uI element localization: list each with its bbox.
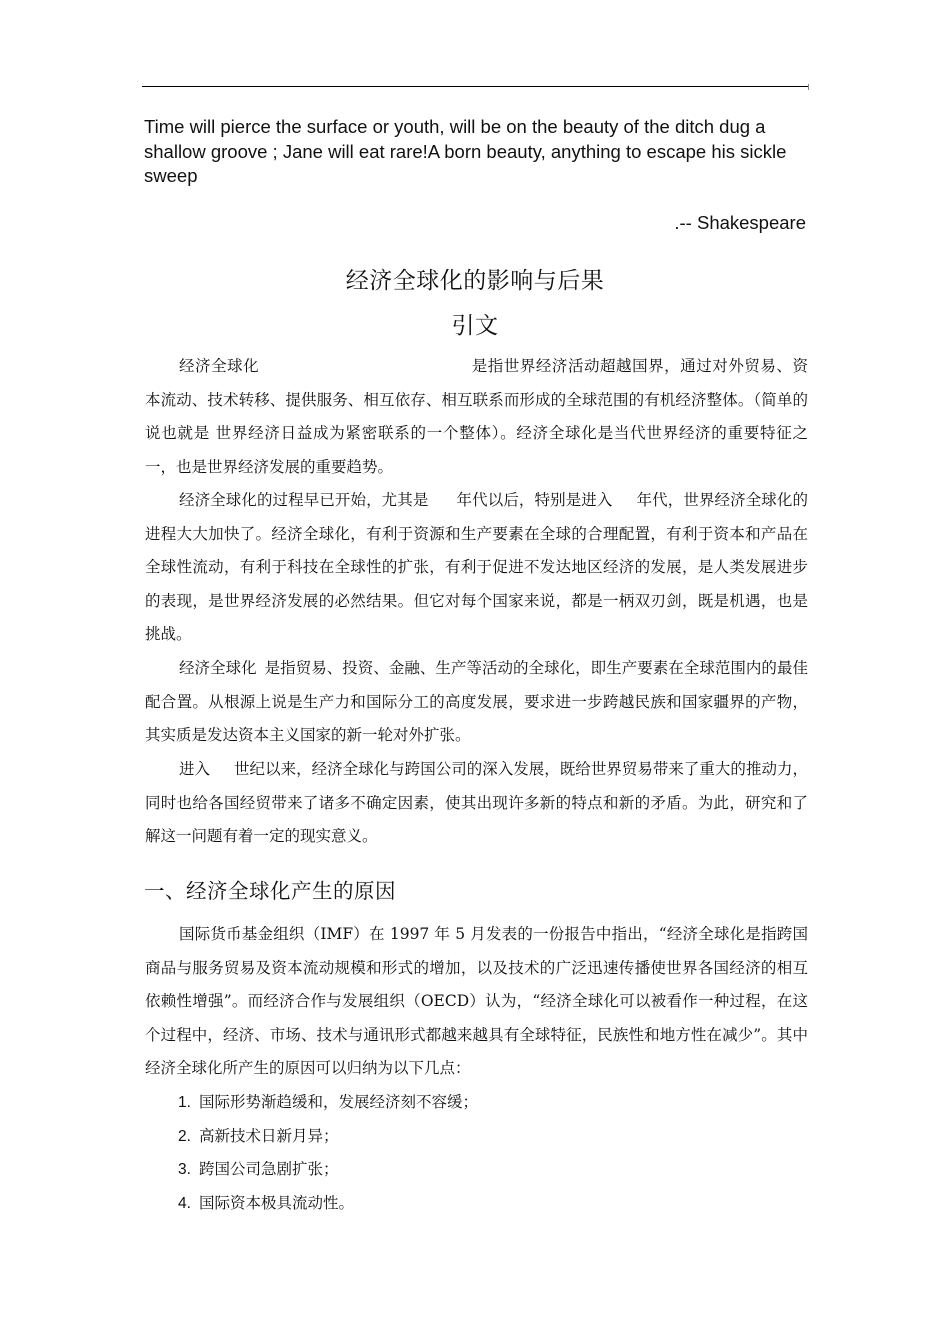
section-subtitle: 引文 [451,313,499,339]
p4-part-b: 世纪以来，经济全球化与跨国公司的深入发展，既给世界贸易带来了重大的推动力，同时也给各国经贸带来了诸多不确定因素，使其出现许多新的特点和新的矛盾。为此，研究和了解这一问题有着一定的现实意义。 [145,760,808,845]
epigraph-attribution: .-- Shakespeare [674,212,806,233]
p2-part-a: 经济全球化的过程早已开始，尤其是 [179,491,429,509]
page-title: 经济全球化的影响与后果 [345,268,605,294]
p2-part-c: 年代，世界经济全球化的进程大大加快了。经济全球化，有利于资源和生产要素在全球的合理配置，有利于资本和产品在全球性流动，有利于科技在全球性的扩张，有利于促进不发达地区经济的发展，是人类发展进步的表现，是世界经济发展的必然结果。但它对每个国家来说，都是一柄双刃剑，既是机遇，也是挑战。 [145,491,808,643]
section-1-heading: 一、经济全球化产生的原因 [144,879,396,903]
list-item-text: 高新技术日新月异； [198,1126,339,1145]
list-item-text: 国际资本极具流动性。 [198,1193,354,1212]
intro-paragraph-4 [145,753,808,854]
p3-part-a: 经济全球化 [179,659,257,677]
list-item-number: 4. [178,1194,191,1212]
p3-part-b: 是指贸易、投资、金融、生产等活动的全球化，即生产要素在全球范围内的最佳配合置。从根源上说是生产力和国际分工的高度发展，要求进一步跨越民族和国家疆界的产物，其实质是发达资本主义国家的新一轮对外扩张。 [145,659,808,744]
intro-paragraph-1 [145,350,808,484]
list-item [178,1187,478,1221]
intro-paragraph-2 [145,484,808,652]
p1-part-b: 是指世界经济活动超越国界，通过对外贸易、资本流动、技术转移、提供服务、相互依存、相互联系而形成的全球范围的有机经济整体。（简单的说也就是 世界经济日益成为紧密联系的一个整体）。经济全球化是当代世界经济的重要特征之一，也是世界经济发展的重要趋势。 [145,357,808,476]
header-rule [142,86,809,87]
list-item-number: 1. [178,1094,191,1111]
epigraph-quote: Time will pierce the surface or youth, will be on the beauty of the ditch dug a shallow groove ; Jane will eat rare!A born beauty, anything to escape his sickle sweep [144,116,787,186]
header-rule-tick [808,84,809,90]
list-item [178,1086,478,1120]
list-item [178,1120,478,1154]
list-item-text: 国际形势渐趋缓和，发展经济刻不容缓； [198,1093,478,1111]
p1-part-a: 经济全球化 [179,357,260,375]
section-1-paragraph: 国际货币基金组织（IMF）在 1997 年 5 月发表的一份报告中指出，“经济全球化是指跨国商品与服务贸易及资本流动规模和形式的增加，以及技术的广泛迅速传播使世界各国经济的相互依赖性增强”。而经济合作与发展组织（OECD）认为，“经济全球化可以被看作一种过程，在这个过程中，经济、市场、技术与通讯形式都越来越具有全球特征，民族性和地方性在减少”。其中经济全球化所产生的原因可以归纳为以下几点： [145,925,808,1077]
list-item-number: 3. [178,1161,191,1178]
list-item-number: 2. [178,1127,191,1145]
p2-part-b: 年代以后，特别是进入 [456,491,613,509]
list-item [178,1153,478,1187]
reasons-list [178,1086,478,1220]
list-item-text: 跨国公司急剧扩张； [198,1160,339,1178]
p4-part-a: 进入 [179,760,211,778]
intro-paragraph-3 [145,652,808,753]
